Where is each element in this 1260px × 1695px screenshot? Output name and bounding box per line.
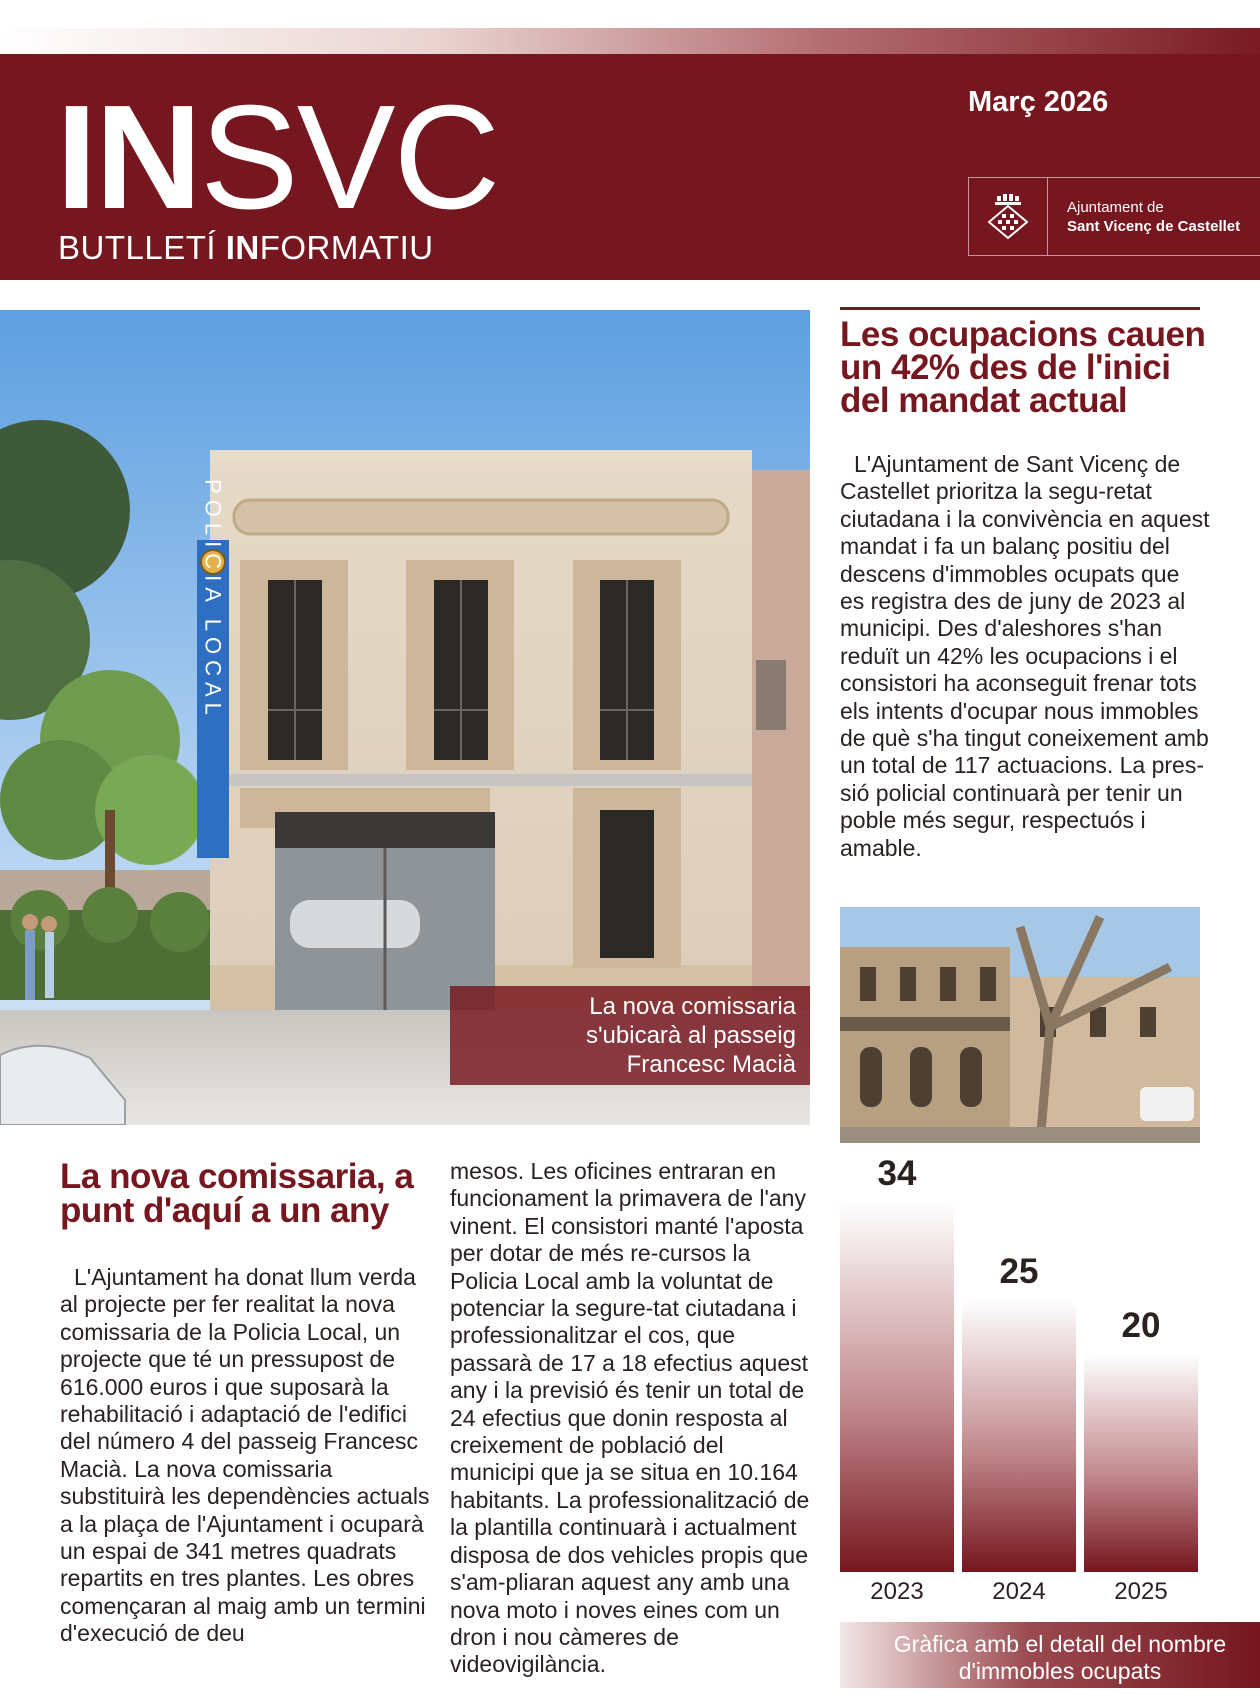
left-article-headline: La nova comissaria, a punt d'aquí a un any xyxy=(60,1157,414,1230)
newsletter-logo xyxy=(56,75,499,240)
council-name xyxy=(1067,198,1240,236)
svg-text:POLICIA LOCAL: POLICIA LOCAL xyxy=(200,479,226,721)
town-hall-photo xyxy=(840,907,1200,1143)
right-article-headline: Les ocupacions cauen un 42% des de l'inici del mandat actual xyxy=(840,315,1206,420)
council-crest-icon xyxy=(969,178,1048,255)
bar-value-label: 34 xyxy=(877,1154,917,1193)
council-line-2: Sant Vicenç de Castellet xyxy=(1067,218,1241,235)
right-article-body: L'Ajuntament de Sant Vicenç de Castellet prioritza la segu-retat ciutadana i la convivència en aquest mandat i fa un balanç positiu del descens d'immobles ocupats que es registra des de juny de 2023 al municipi. Des d'aleshores s'han reduït un 42% les ocupacions i el consistori ha aconseguit frenar tots els intents d'ocupar nous immobles de què s'ha tingut coneixement amb un total de 117 actuacions. La pres-sió policial continuarà per tenir un poble més segur, respectuós i amable. xyxy=(840,451,1210,861)
subtitle-pre: BUTLLETÍ xyxy=(58,229,226,266)
hero-caption: La nova comissaria s'ubicarà al passeig Francesc Macià xyxy=(450,986,810,1085)
masthead xyxy=(0,54,1260,280)
left-article-body-column-2: mesos. Les oficines entraran en funcionament la primavera de l'any vinent. El consistori manté l'aposta per dotar de més re-cursos la Policia Local amb la voluntat de potenciar la segure-tat ciutadana i professionalitzar el cos, que passarà de 17 a 18 efectius aquest any i la previsió és tenir un total de 24 efectius que donin resposta al creixement de població del municipi que ja se situa en 10.164 habitants. La professionalització de la plantilla continuarà i actualment disposa de dos vehicles propis que s'am-pliaran aquest any amb una nova moto i noves eines com un dron i nou càmeres de videovigilància. xyxy=(450,1158,810,1678)
logo-light-part: SVC xyxy=(200,75,499,240)
bar-value-label: 20 xyxy=(1121,1306,1161,1346)
bar-chart xyxy=(840,1154,1210,1605)
header-gradient-strip xyxy=(0,28,1260,54)
chart-caption: Gràfica amb el detall del nombre d'immobles ocupats xyxy=(840,1622,1260,1688)
bar-2025 xyxy=(1084,1354,1198,1572)
bar-value-label: 25 xyxy=(999,1251,1039,1291)
bar-category-label: 2024 xyxy=(992,1578,1046,1605)
bar-category-label: 2025 xyxy=(1114,1578,1168,1605)
police-station-rendering xyxy=(0,310,810,1125)
right-article-rule xyxy=(840,307,1200,310)
subtitle-post: FORMATIU xyxy=(259,229,434,266)
bar-2024 xyxy=(962,1300,1076,1572)
council-badge xyxy=(968,177,1260,256)
subtitle-bold: IN xyxy=(225,229,260,266)
newsletter-subtitle xyxy=(58,228,434,268)
issue-date: Març 2026 xyxy=(968,86,1109,118)
logo-bold-part: IN xyxy=(56,75,200,240)
council-line-1: Ajuntament de xyxy=(1067,199,1164,216)
bar-2023 xyxy=(840,1202,954,1572)
left-article-body-column-1: L'Ajuntament ha donat llum verda al projecte per fer realitat la nova comissaria de la Policia Local, un projecte que té un pressupost de 616.000 euros i que suposarà la rehabilitació i adaptació de l'edifici del número 4 del passeig Francesc Macià. La nova comissaria substituirà les dependències actuals a la plaça de l'Ajuntament i ocuparà un espai de 341 metres quadrats repartits en tres plantes. Les obres començaran al maig amb un termini d'execució de deu xyxy=(60,1264,430,1647)
bar-category-label: 2023 xyxy=(870,1578,924,1605)
